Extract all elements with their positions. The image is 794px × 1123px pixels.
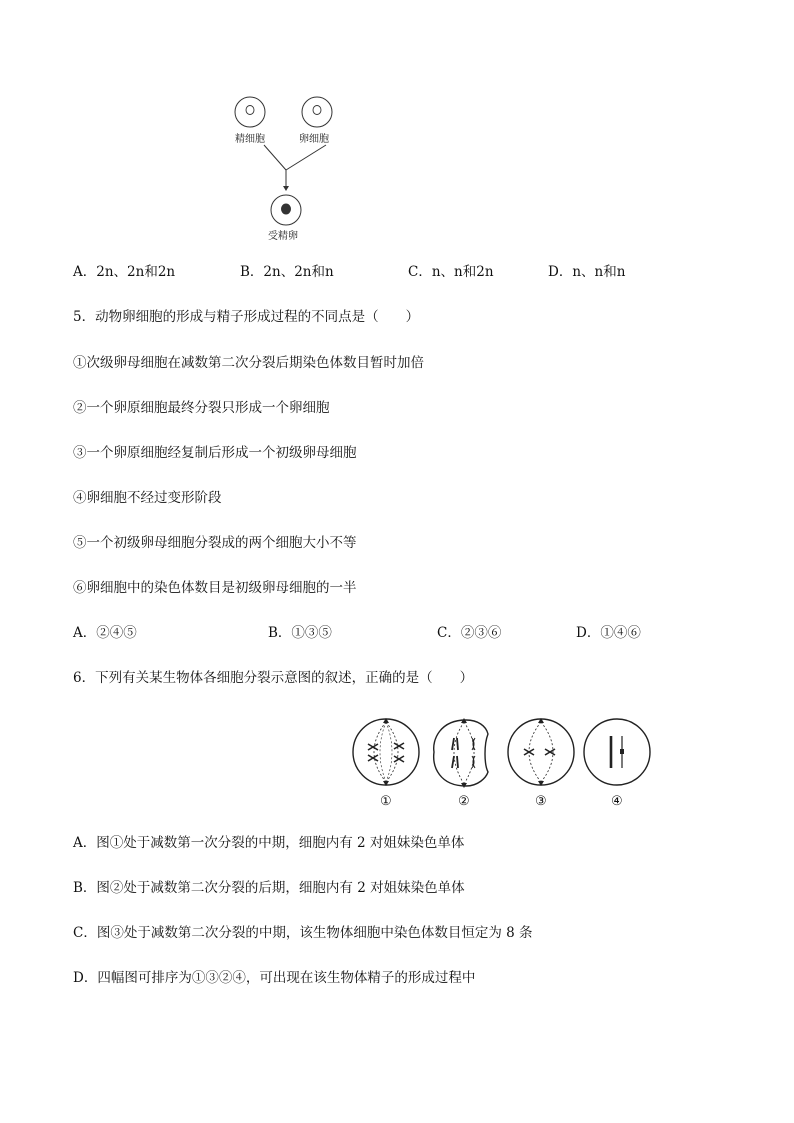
q5-option-b[interactable]: B．①③⑤	[268, 625, 332, 641]
q5-stem: 5．动物卵细胞的形成与精子形成过程的不同点是（ ）	[73, 309, 420, 325]
q4-option-d[interactable]: D．n、n和n	[548, 264, 626, 280]
cell-3	[508, 718, 574, 786]
q5-statement-1: ①次级卵母细胞在减数第二次分裂后期染色体数目暂时加倍	[73, 355, 424, 371]
egg-label: 卵细胞	[299, 134, 329, 145]
q6-option-a[interactable]: A．图①处于减数第一次分裂的中期，细胞内有 2 对姐妹染色单体	[73, 835, 465, 851]
cell-4-label: ④	[611, 794, 623, 808]
q6-option-b[interactable]: B．图②处于减数第二次分裂的后期，细胞内有 2 对姐妹染色单体	[73, 880, 465, 896]
cell-2-label: ②	[458, 794, 470, 808]
cell-3-label: ③	[535, 794, 547, 808]
cell-1	[353, 718, 419, 786]
q4-option-a[interactable]: A．2n、2n和2n	[73, 264, 176, 280]
sperm-label: 精细胞	[235, 134, 265, 145]
q5-statement-2: ②一个卵原细胞最终分裂只形成一个卵细胞	[73, 400, 330, 416]
q4-option-b[interactable]: B．2n、2n和n	[240, 264, 334, 280]
q5-option-c[interactable]: C．②③⑥	[437, 625, 502, 641]
arrow-down-icon	[283, 186, 289, 191]
sperm-cell	[235, 97, 265, 127]
q6-option-d[interactable]: D．四幅图可排序为①③②④，可出现在该生物体精子的形成过程中	[73, 970, 476, 986]
cell-1-label: ①	[380, 794, 392, 808]
q5-option-a[interactable]: A．②④⑤	[73, 625, 137, 641]
q4-option-c[interactable]: C．n、n和2n	[408, 264, 494, 280]
cell-division-figure	[348, 712, 658, 808]
cell-4	[584, 719, 650, 785]
cell-2	[434, 718, 488, 788]
zygote-label: 受精卵	[268, 231, 298, 242]
q6-option-c[interactable]: C．图③处于减数第二次分裂的中期，该生物体细胞中染色体数目恒定为 8 条	[73, 925, 533, 941]
q5-option-d[interactable]: D．①④⑥	[576, 625, 641, 641]
egg-cell	[302, 97, 332, 127]
q5-statement-3: ③一个卵原细胞经复制后形成一个初级卵母细胞	[73, 445, 357, 461]
q6-stem: 6．下列有关某生物体各细胞分裂示意图的叙述，正确的是（ ）	[73, 670, 474, 686]
fertilization-diagram	[220, 90, 350, 250]
q5-statement-6: ⑥卵细胞中的染色体数目是初级卵母细胞的一半	[73, 580, 357, 596]
q5-statement-5: ⑤一个初级卵母细胞分裂成的两个细胞大小不等	[73, 535, 357, 551]
q5-statement-4: ④卵细胞不经过变形阶段	[73, 490, 222, 506]
